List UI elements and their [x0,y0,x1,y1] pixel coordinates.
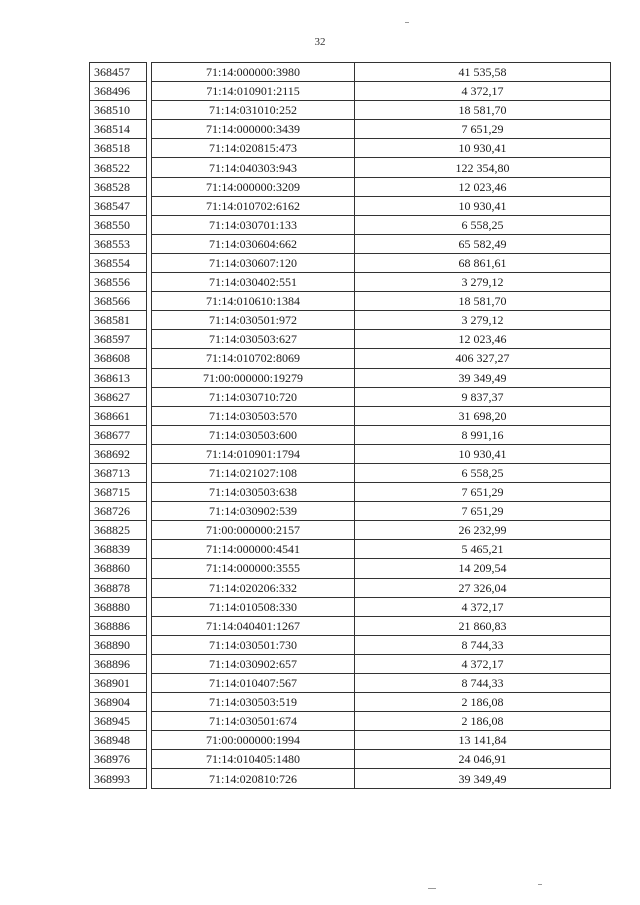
data-table [89,62,611,789]
cadastral-number-cell: 71:14:021027:108 [152,463,355,482]
table-row [90,463,611,482]
amount-cell: 3 279,12 [355,273,611,292]
table-row [90,444,611,463]
record-id-cell: 368566 [90,292,147,311]
record-id-cell: 368715 [90,483,147,502]
cadastral-number-cell: 71:14:030503:600 [152,425,355,444]
page-number: 32 [314,36,326,48]
cadastral-number-cell: 71:14:030501:730 [152,635,355,654]
cadastral-number-cell: 71:14:000000:4541 [152,540,355,559]
amount-cell: 5 465,21 [355,540,611,559]
amount-cell: 10 930,41 [355,196,611,215]
amount-cell: 12 023,46 [355,177,611,196]
record-id-cell: 368901 [90,674,147,693]
table-row [90,635,611,654]
cadastral-number-cell: 71:14:030604:662 [152,234,355,253]
cadastral-number-cell: 71:00:000000:19279 [152,368,355,387]
cadastral-number-cell: 71:14:040303:943 [152,158,355,177]
table-body [90,63,611,789]
amount-cell: 27 326,04 [355,578,611,597]
amount-cell: 39 349,49 [355,769,611,788]
amount-cell: 14 209,54 [355,559,611,578]
record-id-cell: 368880 [90,597,147,616]
table-row [90,674,611,693]
table-row [90,406,611,425]
amount-cell: 6 558,25 [355,463,611,482]
record-id-cell: 368896 [90,654,147,673]
record-id-cell: 368581 [90,311,147,330]
cadastral-number-cell: 71:14:010610:1384 [152,292,355,311]
record-id-cell: 368556 [90,273,147,292]
amount-cell: 31 698,20 [355,406,611,425]
table-row [90,559,611,578]
cadastral-number-cell: 71:14:000000:3209 [152,177,355,196]
amount-cell: 41 535,58 [355,63,611,82]
amount-cell: 10 930,41 [355,139,611,158]
cadastral-number-cell: 71:14:020815:473 [152,139,355,158]
amount-cell: 7 651,29 [355,483,611,502]
record-id-cell: 368608 [90,349,147,368]
amount-cell: 2 186,08 [355,712,611,731]
table-row [90,82,611,101]
table-row [90,483,611,502]
cadastral-number-cell: 71:14:000000:3555 [152,559,355,578]
table-row [90,330,611,349]
amount-cell: 3 279,12 [355,311,611,330]
record-id-cell: 368522 [90,158,147,177]
record-id-cell: 368886 [90,616,147,635]
table-row [90,540,611,559]
amount-cell: 65 582,49 [355,234,611,253]
amount-cell: 21 860,83 [355,616,611,635]
cadastral-number-cell: 71:14:010702:8069 [152,349,355,368]
record-id-cell: 368948 [90,731,147,750]
cadastral-number-cell: 71:14:020206:332 [152,578,355,597]
cadastral-number-cell: 71:14:000000:3439 [152,120,355,139]
record-id-cell: 368550 [90,215,147,234]
table-row [90,368,611,387]
amount-cell: 8 991,16 [355,425,611,444]
table-row [90,120,611,139]
table-row [90,215,611,234]
cadastral-number-cell: 71:14:030701:133 [152,215,355,234]
amount-cell: 39 349,49 [355,368,611,387]
amount-cell: 2 186,08 [355,693,611,712]
cadastral-number-cell: 71:14:030902:539 [152,502,355,521]
record-id-cell: 368528 [90,177,147,196]
table-row [90,712,611,731]
cadastral-number-cell: 71:14:030503:627 [152,330,355,349]
amount-cell: 68 861,61 [355,253,611,272]
record-id-cell: 368890 [90,635,147,654]
table-row [90,196,611,215]
table-row [90,63,611,82]
scan-mark [428,888,436,889]
amount-cell: 13 141,84 [355,731,611,750]
record-id-cell: 368661 [90,406,147,425]
record-id-cell: 368692 [90,444,147,463]
cadastral-number-cell: 71:14:030902:657 [152,654,355,673]
cadastral-number-cell: 71:14:030503:638 [152,483,355,502]
cadastral-number-cell: 71:14:030503:519 [152,693,355,712]
amount-cell: 10 930,41 [355,444,611,463]
record-id-cell: 368945 [90,712,147,731]
cadastral-number-cell: 71:14:010901:2115 [152,82,355,101]
record-id-cell: 368496 [90,82,147,101]
cadastral-number-cell: 71:14:030710:720 [152,387,355,406]
amount-cell: 4 372,17 [355,597,611,616]
table-row [90,253,611,272]
record-id-cell: 368860 [90,559,147,578]
amount-cell: 122 354,80 [355,158,611,177]
amount-cell: 9 837,37 [355,387,611,406]
table-row [90,502,611,521]
record-id-cell: 368825 [90,521,147,540]
amount-cell: 7 651,29 [355,502,611,521]
amount-cell: 26 232,99 [355,521,611,540]
table-row [90,311,611,330]
cadastral-number-cell: 71:14:030607:120 [152,253,355,272]
record-id-cell: 368993 [90,769,147,788]
cadastral-number-cell: 71:00:000000:2157 [152,521,355,540]
cadastral-number-cell: 71:14:010901:1794 [152,444,355,463]
record-id-cell: 368713 [90,463,147,482]
amount-cell: 8 744,33 [355,635,611,654]
record-id-cell: 368554 [90,253,147,272]
table-row [90,425,611,444]
cadastral-number-cell: 71:14:010702:6162 [152,196,355,215]
amount-cell: 12 023,46 [355,330,611,349]
record-id-cell: 368553 [90,234,147,253]
record-id-cell: 368514 [90,120,147,139]
table-row [90,597,611,616]
record-id-cell: 368627 [90,387,147,406]
cadastral-number-cell: 71:14:030402:551 [152,273,355,292]
cadastral-number-cell: 71:14:031010:252 [152,101,355,120]
amount-cell: 8 744,33 [355,674,611,693]
table-row [90,177,611,196]
scan-mark [538,884,542,885]
cadastral-number-cell: 71:14:010405:1480 [152,750,355,769]
record-id-cell: 368518 [90,139,147,158]
record-id-cell: 368547 [90,196,147,215]
record-id-cell: 368510 [90,101,147,120]
amount-cell: 18 581,70 [355,101,611,120]
scan-mark [405,22,409,23]
table-row [90,693,611,712]
table-row [90,654,611,673]
amount-cell: 6 558,25 [355,215,611,234]
cadastral-number-cell: 71:14:020810:726 [152,769,355,788]
cadastral-number-cell: 71:14:030501:972 [152,311,355,330]
amount-cell: 4 372,17 [355,82,611,101]
record-id-cell: 368613 [90,368,147,387]
cadastral-number-cell: 71:14:000000:3980 [152,63,355,82]
table-row [90,750,611,769]
record-id-cell: 368878 [90,578,147,597]
amount-cell: 24 046,91 [355,750,611,769]
table-row [90,139,611,158]
table-row [90,292,611,311]
table-row [90,769,611,788]
amount-cell: 4 372,17 [355,654,611,673]
table-row [90,387,611,406]
table-row [90,616,611,635]
amount-cell: 18 581,70 [355,292,611,311]
table-row [90,101,611,120]
cadastral-number-cell: 71:14:040401:1267 [152,616,355,635]
record-id-cell: 368839 [90,540,147,559]
record-id-cell: 368976 [90,750,147,769]
table-row [90,578,611,597]
record-id-cell: 368677 [90,425,147,444]
table-row [90,521,611,540]
table-row [90,349,611,368]
cadastral-number-cell: 71:14:010407:567 [152,674,355,693]
record-id-cell: 368457 [90,63,147,82]
table-row [90,731,611,750]
table-row [90,158,611,177]
cadastral-number-cell: 71:14:030501:674 [152,712,355,731]
amount-cell: 7 651,29 [355,120,611,139]
cadastral-number-cell: 71:14:010508:330 [152,597,355,616]
amount-cell: 406 327,27 [355,349,611,368]
cadastral-number-cell: 71:00:000000:1994 [152,731,355,750]
record-id-cell: 368904 [90,693,147,712]
record-id-cell: 368726 [90,502,147,521]
record-id-cell: 368597 [90,330,147,349]
table-row [90,273,611,292]
table-row [90,234,611,253]
cadastral-number-cell: 71:14:030503:570 [152,406,355,425]
